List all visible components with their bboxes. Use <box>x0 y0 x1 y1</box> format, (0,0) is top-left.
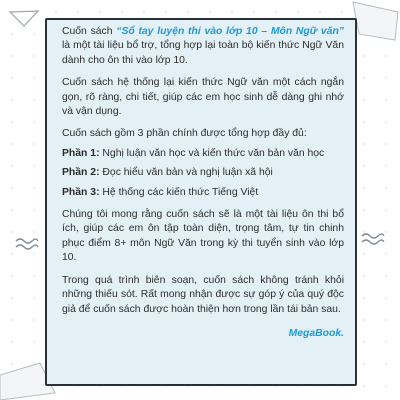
signature: MegaBook. <box>288 327 344 339</box>
parts-intro: Cuốn sách gồm 3 phần chính được tổng hợp đầy đủ: <box>62 128 307 140</box>
part-text: Đọc hiểu văn bản và nghị luận xã hội <box>99 167 273 179</box>
doodle-triangle-icon <box>8 8 48 30</box>
intro-lead: Cuốn sách <box>62 26 117 37</box>
book-title: “Sổ tay luyện thi vào lớp 10 – Môn Ngữ văn” <box>116 26 344 37</box>
part-text: Nghị luận văn học và kiến thức văn bản văn học <box>99 147 325 159</box>
part-text: Hệ thống các kiến thức Tiếng Việt <box>99 186 259 198</box>
part-label: Phần 2: <box>62 167 100 179</box>
feedback-paragraph: Trong quá trình biên soạn, cuốn sách không tránh khỏi những thiếu sót. Rất mong nhận được sự góp ý của quý độc giả để cuốn sách được hoàn thiện hơn trong lần tái bản sau. <box>62 274 344 315</box>
wave-icon <box>360 230 386 252</box>
part-item <box>62 186 344 200</box>
intro-paragraph <box>62 25 344 68</box>
intro-rest: là một tài liệu bổ trợ, tổng hợp lại toàn bộ kiến thức Ngữ Văn dành cho ôn thi vào lớp 10. <box>62 40 344 66</box>
part-item <box>62 166 344 180</box>
wave-icon <box>14 235 40 257</box>
part-item <box>62 147 344 161</box>
preface-text <box>62 25 344 349</box>
part-label: Phần 3: <box>62 186 100 198</box>
hope-paragraph: Chúng tôi mong rằng cuốn sách sẽ là một tài liệu ôn thi bổ ích, giúp các em ôn tập toàn diện, trọng tâm, tự tin chinh phục điểm 8+ môn Ngữ Văn trong kỳ thi tuyển sinh vào lớp 10. <box>62 209 344 264</box>
part-label: Phần 1: <box>62 147 100 159</box>
summary-paragraph: Cuốn sách hệ thống lại kiến thức Ngữ văn một cách ngắn gọn, rõ ràng, chi tiết, giúp các em học sinh dễ dàng ghi nhớ và vận dụng. <box>62 77 344 118</box>
